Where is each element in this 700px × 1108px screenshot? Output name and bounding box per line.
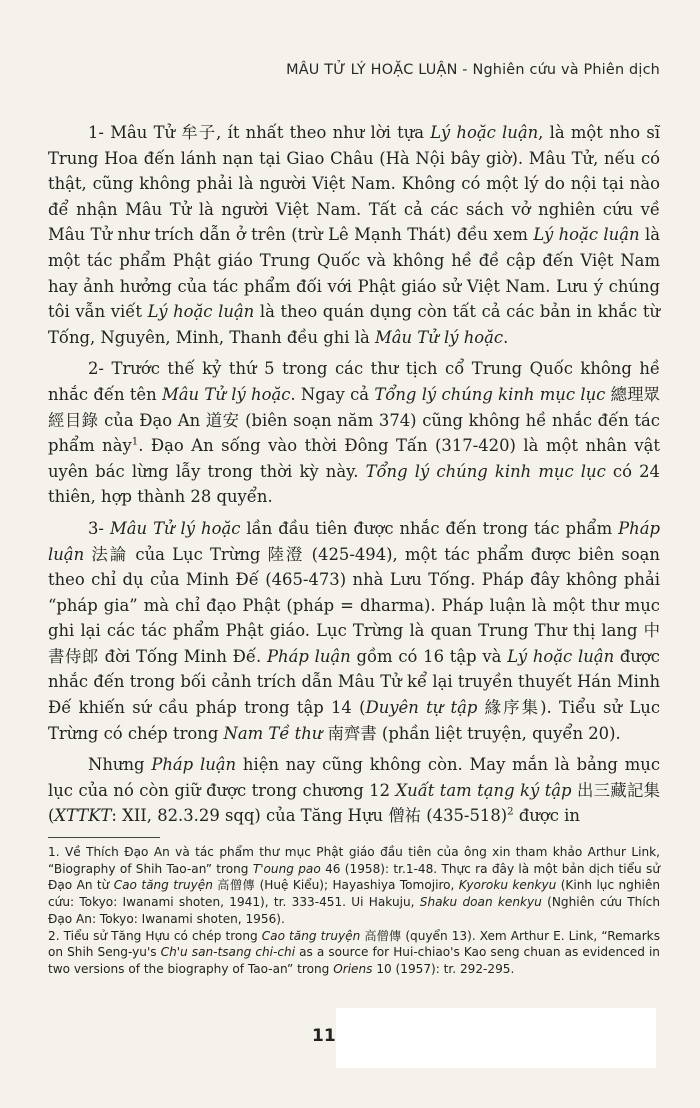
text-span: 2- Trước thế kỷ thứ 5 trong các thư tịch cổ Trung Quốc không hề nhắc đến tên — [48, 359, 660, 404]
text-span: Nhưng — [88, 755, 152, 775]
text-span: lần đầu tiên được nhắc đến trong tác phẩm — [240, 518, 619, 538]
running-header — [286, 62, 660, 78]
italic-title: Cao tăng truyện — [113, 878, 213, 893]
header-separator: - — [457, 62, 473, 78]
text-span: là một tác phẩm Phật giáo Trung Quốc và không hề đề cập đến Việt Nam hay ảnh hưởng của tác phẩm đối với Phật giáo sử Việt Nam. Lưu ý chúng tôi vẫn viết — [48, 225, 661, 322]
paragraph-3 — [48, 516, 660, 746]
text-span: as a source for Hui-chiao's Kao seng chuan as evidenced in two versions of the biography of Tao-an” trong — [48, 945, 660, 976]
italic-title: Nam Tề thư — [223, 723, 323, 743]
text-span: 高僧傳 (Huệ Kiểu); Hayashiya Tomojiro, — [212, 878, 459, 893]
italic-title: Tổng lý chúng kinh mục lục — [374, 384, 606, 404]
text-span: 緣序集). Tiểu sử Lục Trừng có chép trong — [48, 698, 660, 743]
text-span: 46 (1958): tr.1-48. Thực ra đây là một bản dịch tiểu sử Đạo An từ — [48, 861, 661, 893]
italic-title: Cao tăng truyện — [261, 928, 361, 943]
footnotes — [48, 844, 660, 978]
italic-title: T'oung pao — [252, 861, 321, 876]
text-span: là theo quán dụng còn tất cả các bản in khắc từ Tống, Nguyên, Minh, Thanh đều ghi là — [48, 302, 660, 347]
footnote-ref-2: 2 — [507, 806, 514, 818]
paragraph-4 — [48, 752, 660, 829]
italic-title: Lý hoặc luận — [430, 123, 539, 142]
text-span: hiện nay cũng không còn. May mắn là bảng mục lục của nó còn giữ được trong chương 12 — [48, 755, 661, 800]
footnote-ref-1: 1 — [131, 436, 139, 448]
footnote-2 — [48, 928, 660, 978]
italic-title: Lý hoặc luận — [147, 302, 255, 322]
italic-title: Lý hoặc luận — [533, 225, 640, 245]
text-span: gồm có 16 tập và — [350, 646, 508, 666]
text-span: 1. Về Thích Đạo An và tác phẩm thư mục Phật giáo đầu tiên của ông xin tham khảo Arthur Link, “Biography of Shih Tao-an” trong — [48, 845, 660, 876]
italic-title: Pháp luận — [266, 646, 351, 666]
text-span: . Ngay cả — [290, 384, 375, 404]
italic-title: Pháp luận — [48, 518, 660, 564]
italic-title: Lý hoặc luận — [507, 646, 615, 666]
italic-title: Mâu Tử lý hoặc — [161, 384, 291, 404]
text-span: . Đạo An sống vào thời Đông Tấn (317-420) là một nhân vật uyên bác lừng lẫy trong thời kỳ này. — [48, 436, 661, 481]
italic-title: Kyoroku kenkyu — [458, 878, 557, 893]
italic-title: Duyên tự tập — [365, 698, 478, 718]
italic-title: Tổng lý chúng kinh mục lục — [365, 461, 606, 481]
text-span: : XII, 82.3.29 sqq) của Tăng Hựu 僧祐 (435-518) — [111, 806, 508, 826]
text-span: được nhắc đến trong bối cảnh trích dẫn Mâu Tử kể lại truyền thuyết Hán Minh Đế khiến sứ cầu pháp trong tập 14 ( — [48, 646, 660, 718]
text-span: 10 (1957): tr. 292-295. — [372, 961, 515, 976]
header-subtitle: Nghiên cứu và Phiên dịch — [472, 62, 660, 78]
text-span: được in — [513, 806, 580, 826]
italic-title: Ch'u san-tsang chi-chi — [160, 945, 296, 960]
text-span: 法論 của Lục Trừng 陸澄 (425-494), một tác phẩm được biên soạn theo chỉ dụ của Minh Đế (465-473) nhà Lưu Tống. Pháp đây không phải “pháp gia” mà chỉ đạo Phật (pháp = dharma). Pháp luận là một thư mục ghi lại các tác phẩm Phật giáo. Lục Trừng là quan Trung Thư thị lang 中書侍郎 đời Tống Minh Đế. — [48, 544, 660, 666]
text-span: , là một nho sĩ Trung Hoa đến lánh nạn tại Giao Châu (Hà Nội bây giờ). Mâu Tử, nếu có thật, cũng không phải là người Việt Nam. Không có một lý do nội tại nào để nhận Mâu Tử là người Việt Nam. Tất cả các sách vở nghiên cứu về Mâu Tử như trích dẫn ở trên (trừ Lê Mạnh Thát) đều xem — [48, 123, 660, 245]
paragraph-1 — [48, 120, 660, 350]
text-span: 總理眾經目錄 của Đạo An 道安 (biên soạn năm 374) cũng không hề nhắc đến tác phẩm này — [48, 384, 661, 456]
body-text — [48, 120, 660, 829]
italic-title: Mâu Tử lý hoặc — [109, 518, 241, 538]
text-span: 出三藏記集 ( — [48, 780, 660, 826]
italic-title: Shaku doan kenkyu — [419, 895, 542, 910]
italic-title: Mâu Tử lý hoặc — [374, 327, 504, 347]
text-span: 南齊書 (phần liệt truyện, quyển 20). — [322, 723, 621, 743]
text-span: (Kinh lục nghiên cứu: Tokyo: Iwanami shoten, 1941), tr. 333-451. Ui Hakuju, — [48, 878, 660, 910]
text-span: (Nghiên cứu Thích Đạo An: Tokyo: Iwanami shoten, 1956). — [48, 895, 660, 926]
italic-abbrev: XTTKT — [54, 806, 112, 826]
text-span: 高僧傳 (quyển 13). Xem Arthur E. Link, “Remarks on Shih Seng-yu's — [48, 928, 660, 960]
text-span: 1- Mâu Tử 牟子, ít nhất theo như lời tựa — [88, 123, 431, 142]
footnote-divider — [48, 837, 160, 838]
italic-title: Xuất tam tạng ký tập — [395, 780, 572, 800]
text-span: có 24 thiên, hợp thành 28 quyển. — [48, 461, 660, 507]
italic-title: Pháp luận — [151, 755, 237, 775]
page-number: 11 — [312, 1026, 336, 1046]
header-book-title: MÂU TỬ LÝ HOẶC LUẬN — [286, 62, 458, 78]
text-span: . — [503, 327, 509, 347]
text-span: 3- — [88, 518, 110, 538]
paragraph-2 — [48, 356, 660, 510]
text-span: 2. Tiểu sử Tăng Hựu có chép trong — [48, 928, 262, 943]
footnote-1 — [48, 844, 660, 928]
white-label-sticker — [336, 1008, 656, 1068]
italic-title: Oriens — [333, 961, 373, 976]
